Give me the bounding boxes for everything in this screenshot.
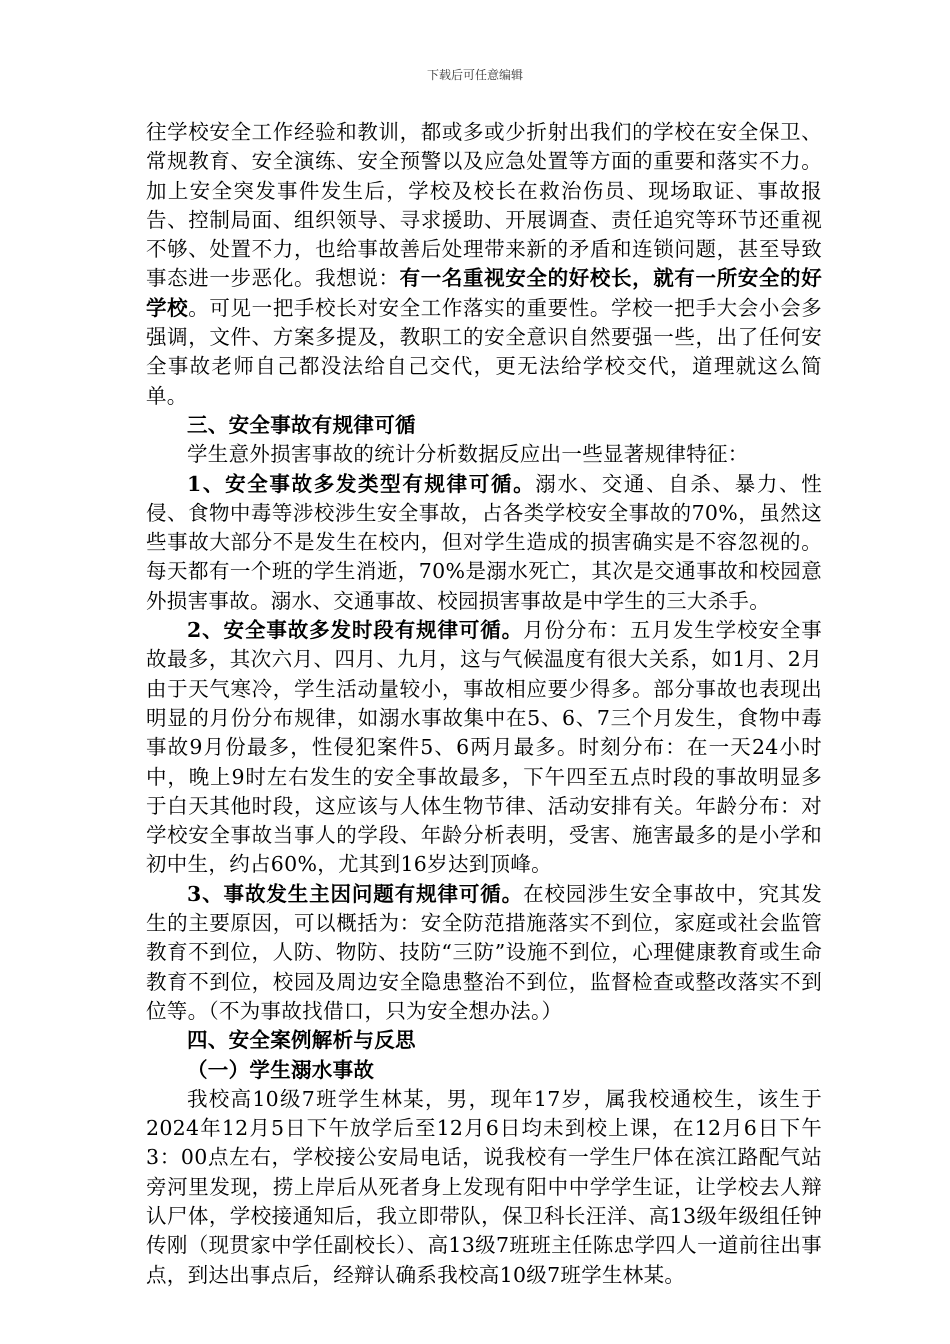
- bold-text-run: 3、事故发生主因问题有规律可循。: [187, 881, 524, 906]
- heading-text: 四、安全案例解析与反思: [187, 1028, 416, 1053]
- paragraph: [146, 470, 822, 616]
- paragraph: [146, 440, 822, 469]
- bold-text-run: 2、安全事故多发时段有规律可循。: [187, 618, 524, 643]
- page-header: 下载后可任意编辑: [426, 68, 523, 82]
- text-run: 我校高10级7班学生林某，男，现年17岁，属我校通校生，该生于2024年12月5日下午放学后至12月6日均未到校上课，在12月6日下午3：00点左右，学校接公安局电话，说我校有一学生尸体在滨江路配气站旁河里发现，捞上岸后从死者身上发现有阳中中学学生证，让学校去人辩认尸体，学校接通知后，我立即带队，保卫科长汪洋、高13级年级组任钟传刚（现贯家中学任副校长）、高13级7班班主任陈忠学四人一道前往出事点，到达出事点后，经辩认确系我校高10级7班学生林某。: [146, 1086, 822, 1287]
- text-run: 溺水、交通、自杀、暴力、性侵、食物中毒等涉校涉生安全事故，占各类学校安全事故的70%，虽然这些事故大部分不是发生在校内，但对学生造成的损害确实是不容忽视的。每天都有一个班的学生消逝，70%是溺水死亡，其次是交通事故和校园意外损害事故。溺水、交通事故、校园损害事故是中学生的三大杀手。: [146, 471, 822, 613]
- text-run: 。可见一把手校长对安全工作落实的重要性。学校一把手大会小会多强调，文件、方案多提及，教职工的安全意识自然要强一些，出了任何安全事故老师自己都没法给自己交代，更无法给学校交代，道理就这么简单。: [146, 295, 822, 408]
- heading-text: 三、安全事故有规律可循: [187, 412, 416, 437]
- text-run: 月份分布：五月发生学校安全事故最多，其次六月、四月、九月，这与气候温度有很大关系，如1月、2月由于天气寒冷，学生活动量较小，事故相应要少得多。部分事故也表现出明显的月份分布规律，如溺水事故集中在5、6、7三个月发生，食物中毒事故9月份最多，性侵犯案件5、6两月最多。时刻分布：在一天24小时中，晚上9时左右发生的安全事故最多，下午四至五点时段的事故明显多于白天其他时段，这应该与人体生物节律、活动安排有关。年龄分布：对学校安全事故当事人的学段、年龄分析表明，受害、施害最多的是小学和初中生，约占60%，尤其到16岁达到顶峰。: [146, 618, 822, 877]
- paragraph: [146, 118, 822, 411]
- text-run: 学生意外损害事故的统计分析数据反应出一些显著规律特征：: [187, 442, 749, 467]
- bold-text-run: 1、安全事故多发类型有规律可循。: [187, 471, 536, 496]
- bold-text-run: 有一名重视安全的好校长，就有一所安全的好学校: [146, 266, 822, 320]
- text-run: 在校园涉生安全事故中，究其发生的主要原因，可以概括为：安全防范措施落实不到位，家庭或社会监管教育不到位，人防、物防、技防“三防”设施不到位，心理健康教育或生命教育不到位，校园及周边安全隐患整治不到位，监督检查或整改落实不到位等。（不为事故找借口，只为安全想办法。）: [146, 881, 822, 1023]
- paragraph: [146, 1085, 822, 1290]
- document-body: [146, 118, 822, 1290]
- section-heading: [146, 1026, 822, 1055]
- section-heading: [146, 411, 822, 440]
- paragraph: [146, 616, 822, 880]
- text-run: 往学校安全工作经验和教训，都或多或少折射出我们的学校在安全保卫、常规教育、安全演练、安全预警以及应急处置等方面的重要和落实不力。加上安全突发事件发生后，学校及校长在救治伤员、现场取证、事故报告、控制局面、组织领导、寻求援助、开展调查、责任追究等环节还重视不够、处置不力，也给事故善后处理带来新的矛盾和连锁问题，甚至导致事态进一步恶化。我想说：: [146, 120, 822, 291]
- heading-text: （一）学生溺水事故: [187, 1057, 375, 1082]
- paragraph: [146, 880, 822, 1026]
- subsection-heading: [146, 1056, 822, 1085]
